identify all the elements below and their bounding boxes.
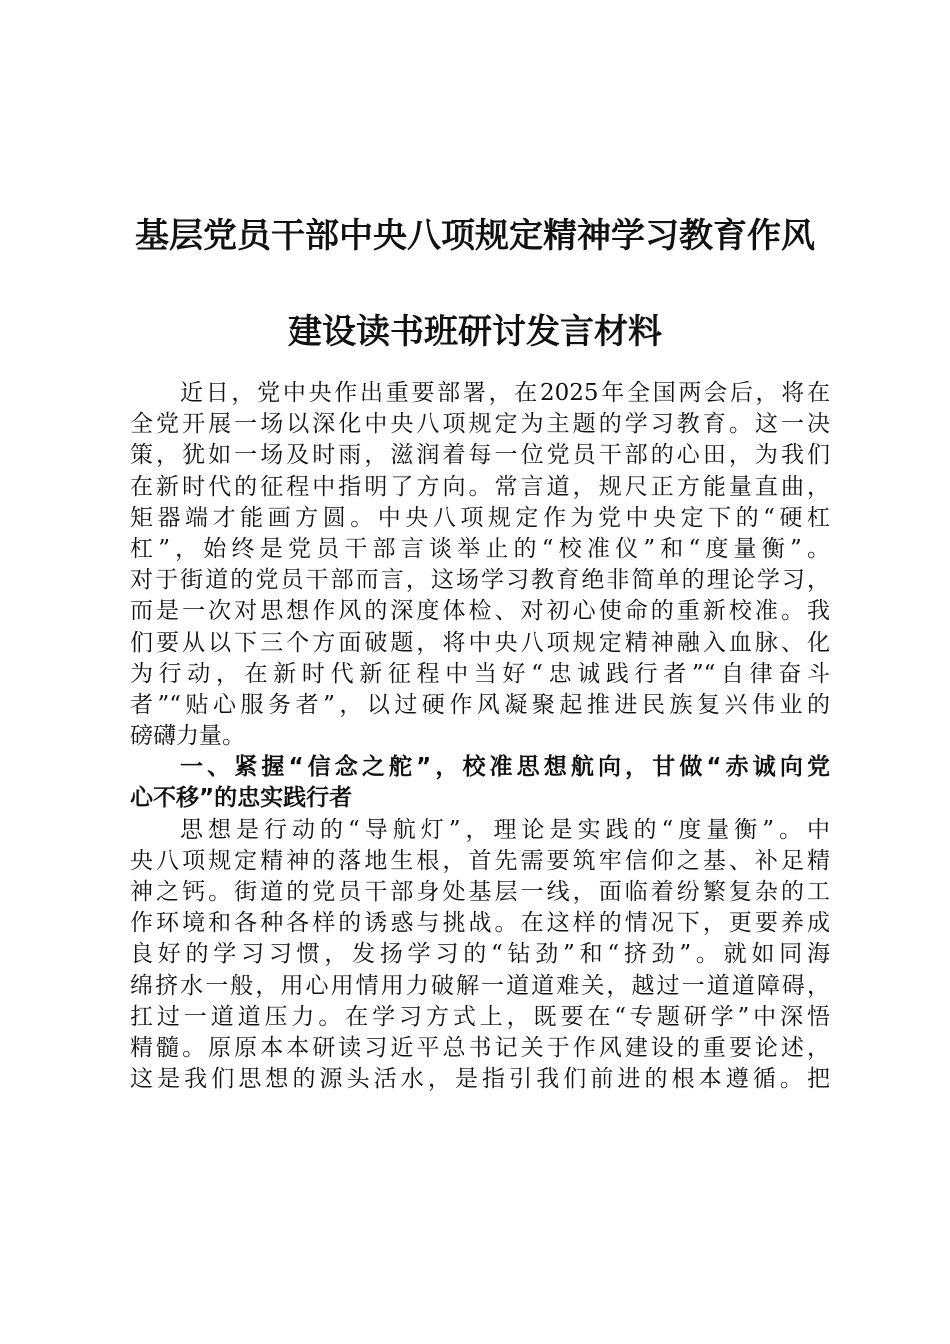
paragraph-line: 者”“贴心服务者”，以过硬作风凝聚起推进民族复兴伟业的 (130, 691, 830, 718)
paragraph-line: 全党开展一场以深化中央八项规定为主题的学习教育。这一决 (130, 411, 830, 438)
paragraph-line: 央八项规定精神的落地生根，首先需要筑牢信仰之基、补足精 (130, 847, 830, 874)
paragraph-line: 矩器端才能画方圆。中央八项规定作为党中央定下的“硬杠 (130, 504, 830, 531)
paragraph-line: 绵挤水一般，用心用情用力破解一道道难关，越过一道道障碍， (130, 972, 830, 999)
paragraph-line: 磅礴力量。 (130, 723, 245, 750)
paragraph-line: 在新时代的征程中指明了方向。常言道，规尺正方能量直曲， (130, 473, 830, 500)
paragraph-line: 这是我们思想的源头活水，是指引我们前进的根本遵循。把 (130, 1066, 830, 1093)
paragraph-line: 杠”，始终是党员干部言谈举止的“校准仪”和“度量衡”。 (130, 535, 830, 562)
title-line-2: 建设读书班研讨发言材料 (288, 312, 662, 352)
paragraph-line: 扛过一道道压力。在学习方式上，既要在“专题研学”中深悟 (130, 1003, 830, 1030)
paragraph-line: 精髓。原原本本研读习近平总书记关于作风建设的重要论述， (130, 1034, 830, 1061)
paragraph-line: 对于街道的党员干部而言，这场学习教育绝非简单的理论学习， (130, 567, 830, 594)
paragraph-line: 策，犹如一场及时雨，滋润着每一位党员干部的心田，为我们 (130, 442, 830, 469)
paragraph-line: 神之钙。街道的党员干部身处基层一线，面临着纷繁复杂的工 (130, 879, 830, 905)
title-line-1: 基层党员干部中央八项规定精神学习教育作风 (135, 216, 815, 256)
document-title (110, 188, 840, 380)
paragraph-line: 而是一次对思想作风的深度体检、对初心使命的重新校准。我 (130, 598, 830, 625)
document-body (130, 378, 830, 1095)
section-heading-1 (130, 752, 830, 814)
paragraph-line: 们要从以下三个方面破题，将中央八项规定精神融入血脉、化 (130, 629, 830, 656)
paragraph-line: 作环境和各种各样的诱惑与挑战。在这样的情况下，更要养成 (130, 910, 830, 937)
paragraph-intro (130, 378, 830, 752)
heading-line: 一、紧握“信念之舵”，校准思想航向，甘做“赤诚向党 (180, 754, 830, 781)
paragraph-section-1 (130, 815, 830, 1096)
paragraph-line: 思想是行动的“导航灯”，理论是实践的“度量衡”。中 (180, 816, 830, 843)
paragraph-line: 良好的学习习惯，发扬学习的“钻劲”和“挤劲”。就如同海 (130, 941, 830, 968)
paragraph-line: 为行动，在新时代新征程中当好“忠诚践行者”“自律奋斗 (130, 660, 830, 687)
heading-line: 心不移”的忠实践行者 (130, 785, 353, 812)
paragraph-line: 近日，党中央作出重要部署，在2025年全国两会后，将在 (180, 380, 830, 406)
